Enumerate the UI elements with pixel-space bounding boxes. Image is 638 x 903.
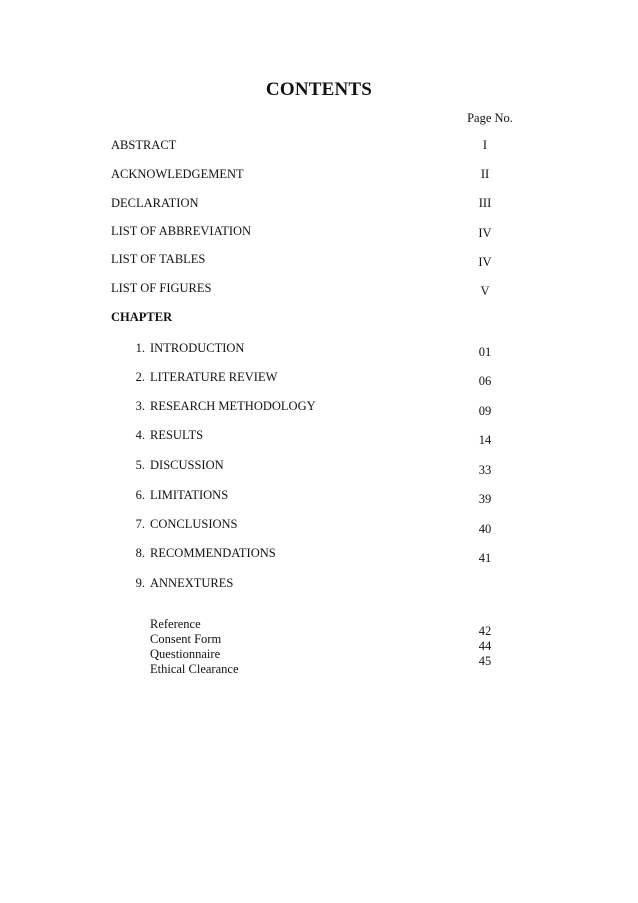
toc-label: LIST OF FIGURES [111, 281, 212, 295]
toc-label: ABSTRACT [111, 138, 177, 152]
toc-page-number: 39 [478, 492, 492, 506]
chapter-number: 4. [135, 428, 145, 442]
toc-page-number: IV [478, 255, 492, 269]
toc-row-chapter-2 [0, 368, 638, 386]
toc-label: LIST OF TABLES [111, 252, 206, 266]
toc-row-chapter-1 [0, 339, 638, 357]
annexure-page-number: 42 [478, 624, 492, 638]
chapter-label: CONCLUSIONS [150, 517, 238, 531]
chapter-label: RESULTS [150, 428, 204, 442]
toc-row-chapter-3 [0, 397, 638, 418]
toc-page-number: 40 [478, 522, 492, 536]
toc-row-abstract [0, 136, 638, 154]
chapter-number: 5. [135, 458, 145, 472]
chapter-label: DISCUSSION [150, 458, 224, 472]
toc-page-number: 06 [478, 374, 492, 388]
chapter-label: RESEARCH METHODOLOGY [150, 399, 316, 413]
chapter-label: INTRODUCTION [150, 341, 245, 355]
annexure-list [150, 617, 239, 677]
toc-label: LIST OF ABBREVIATION [111, 224, 252, 238]
annexure-page-number: 44 [478, 639, 492, 653]
page-title: CONTENTS [265, 79, 373, 100]
chapter-number: 6. [135, 488, 145, 502]
toc-page-number: V [480, 284, 490, 298]
annexure-item: Ethical Clearance [150, 662, 239, 676]
toc-row-chapter-5 [0, 456, 638, 477]
annexure-item: Questionnaire [150, 647, 221, 661]
toc-page-number: 33 [478, 463, 492, 477]
chapter-number: 3. [135, 399, 145, 413]
toc-row-declaration [0, 194, 638, 212]
toc-page-number: 14 [478, 433, 492, 447]
chapter-number: 8. [135, 546, 145, 560]
chapter-number: 7. [135, 517, 145, 531]
toc-page-number: 09 [478, 404, 492, 418]
toc-row-chapter-4 [0, 426, 638, 447]
toc-row-chapter-7 [0, 515, 638, 536]
toc-label: ACKNOWLEDGEMENT [111, 167, 244, 181]
toc-row-list-of-figures [0, 279, 638, 297]
chapter-heading: CHAPTER [111, 310, 173, 324]
chapter-number: 9. [135, 576, 145, 590]
toc-page-number: II [480, 167, 490, 181]
toc-page-number: III [478, 196, 492, 210]
toc-label: DECLARATION [111, 196, 199, 210]
toc-row-chapter-9 [0, 574, 638, 592]
chapter-number: 2. [135, 370, 145, 384]
chapter-label: ANNEXTURES [150, 576, 234, 590]
toc-page-number: I [482, 138, 488, 152]
page-number-heading: Page No. [467, 111, 513, 125]
chapter-label: LITERATURE REVIEW [150, 370, 278, 384]
toc-page-number: IV [478, 226, 492, 240]
chapter-label: RECOMMENDATIONS [150, 546, 276, 560]
annexure-page-numbers [440, 624, 530, 669]
toc-row-chapter-6 [0, 486, 638, 504]
annexure-item: Consent Form [150, 632, 222, 646]
toc-row-list-of-abbreviation [0, 222, 638, 240]
toc-row-list-of-tables [0, 250, 638, 268]
annexure-page-number: 45 [478, 654, 492, 668]
toc-row-chapter-8 [0, 544, 638, 565]
toc-page-number: 41 [478, 551, 492, 565]
toc-page-number: 01 [478, 345, 492, 359]
chapter-number: 1. [135, 341, 145, 355]
chapter-label: LIMITATIONS [150, 488, 229, 502]
toc-row-acknowledgement [0, 165, 638, 183]
annexure-item: Reference [150, 617, 201, 631]
